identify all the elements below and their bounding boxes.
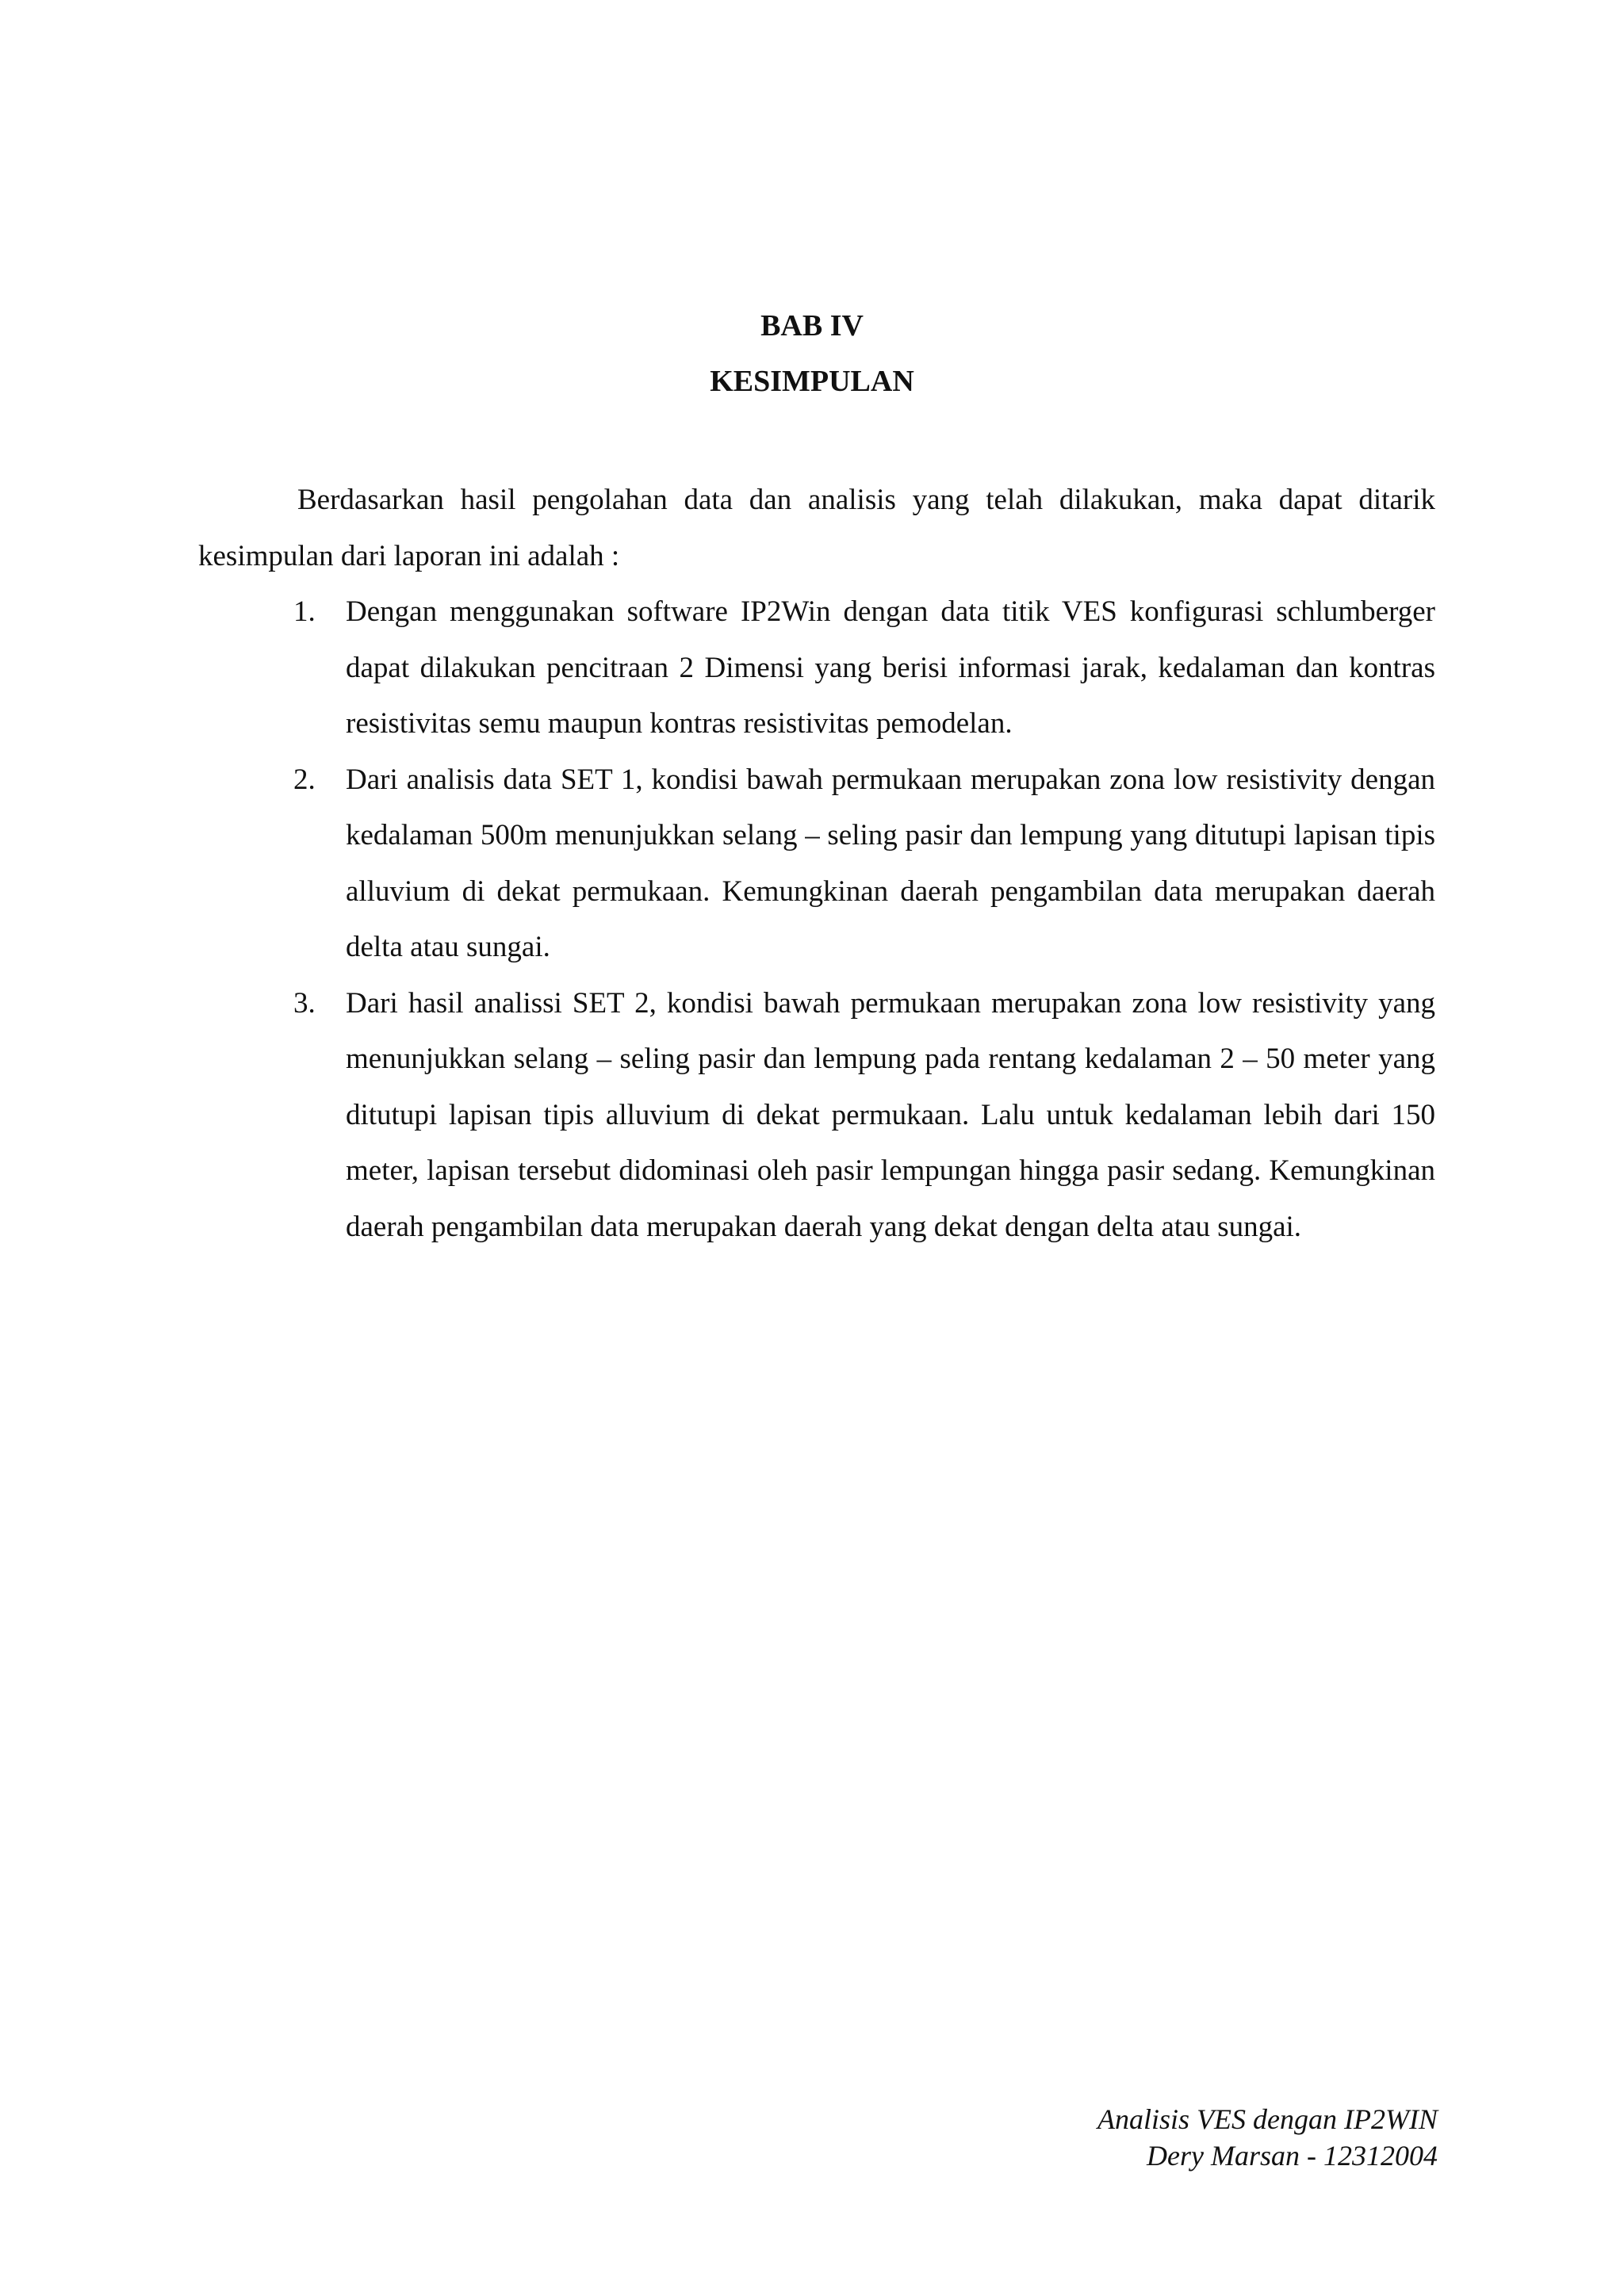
conclusion-list bbox=[293, 584, 1435, 1255]
list-item-number: 1. bbox=[293, 595, 316, 628]
footer-author: Dery Marsan - 12312004 bbox=[1147, 2140, 1438, 2172]
page-footer bbox=[1097, 2101, 1438, 2174]
chapter-title: KESIMPULAN bbox=[710, 365, 914, 398]
list-item bbox=[293, 976, 1435, 1256]
list-item-text: Dari hasil analissi SET 2, kondisi bawah permukaan merupakan zona low resistivity yang menunjukkan selang – seling pasir dan lempung pada rentang kedalaman 2 – 50 meter yang ditutupi lapisan tipis alluvium di dekat permukaan. Lalu untuk kedalaman lebih dari 150 meter, lapisan tersebut didominasi oleh pasir lempungan hingga pasir sedang. Kemungkinan daerah pengambilan data merupakan daerah yang dekat dengan delta atau sungai. bbox=[346, 986, 1435, 1243]
list-item-number: 3. bbox=[293, 986, 316, 1020]
chapter-heading: BAB IV bbox=[760, 309, 864, 342]
footer-report-title: Analisis VES dengan IP2WIN bbox=[1097, 2103, 1438, 2135]
list-item-text: Dengan menggunakan software IP2Win dengan data titik VES konfigurasi schlumberger dapat dilakukan pencitraan 2 Dimensi yang berisi informasi jarak, kedalaman dan kontras resistivitas semu maupun kontras resistivitas pemodelan. bbox=[346, 595, 1435, 740]
intro-paragraph: Berdasarkan hasil pengolahan data dan analisis yang telah dilakukan, maka dapat ditarik kesimpulan dari laporan ini adalah : bbox=[198, 484, 1435, 572]
list-item bbox=[293, 752, 1435, 976]
list-item-number: 2. bbox=[293, 763, 316, 796]
list-item-text: Dari analisis data SET 1, kondisi bawah permukaan merupakan zona low resistivity dengan kedalaman 500m menunjukkan selang – seling pasir dan lempung yang ditutupi lapisan tipis alluvium di dekat permukaan. Kemungkinan daerah pengambilan data merupakan daerah delta atau sungai. bbox=[346, 763, 1435, 963]
list-item bbox=[293, 584, 1435, 752]
